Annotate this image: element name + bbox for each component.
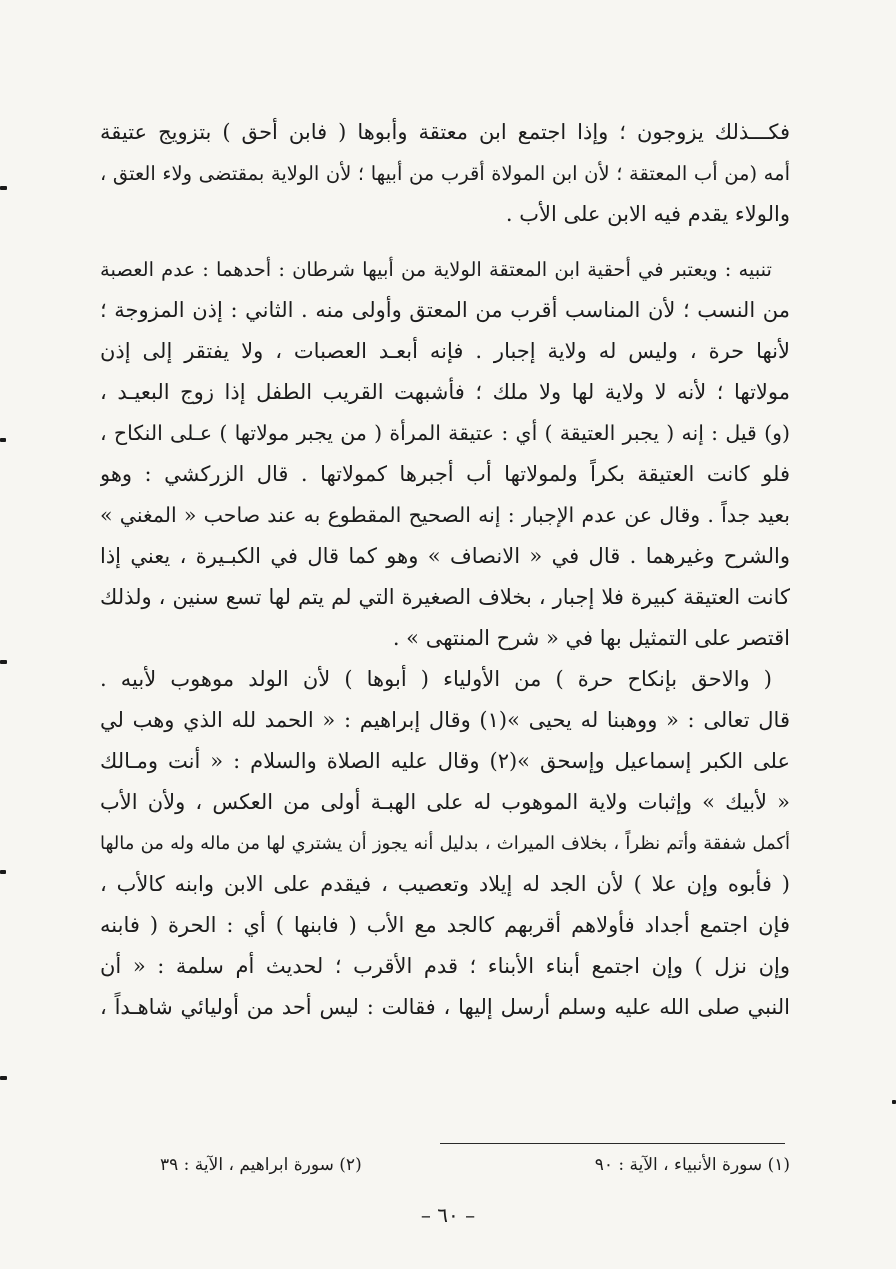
paragraph-gap: [100, 235, 790, 249]
text-line: على الكبر إسماعيل وإسحق »(٢) وقال عليه الصلاة والسلام : « أنت ومـالك: [100, 749, 790, 773]
page-number: – ٦٠ –: [420, 1203, 476, 1227]
text-line: فكـــذلك يزوجون ؛ وإذا اجتمع ابن معتقة وأبوها ( فابن أحق ) بتزويج عتيقة: [100, 120, 790, 144]
left-margin-mark: [0, 870, 6, 874]
left-margin-mark: [0, 438, 6, 442]
text-line: تنبيه : ويعتبر في أحقية ابن المعتقة الولاية من أبيها شرطان : أحدهما : عدم العصبة: [100, 258, 772, 281]
text-line: « لأبيك » وإثبات ولاية الموهوب له على الهبـة أولى من العكس ، ولأن الأب: [100, 790, 790, 814]
text-line: مولاتها ؛ لأنه لا ولاية لها ولا ملك ؛ فأشبهت القريب الطفل إذا زوج البعيـد ،: [100, 380, 790, 404]
left-margin-mark: [0, 660, 7, 664]
main-text: [100, 112, 790, 1028]
text-line: ( فأبوه وإن علا ) لأن الجد له إيلاد وتعصيب ، فيقدم على الابن وابنه كالأب ،: [100, 872, 790, 896]
text-line: قال تعالى : « ووهبنا له يحيى »(١) وقال إبراهيم : « الحمد لله الذي وهب لي: [100, 708, 790, 732]
footnote-1: (١) سورة الأنبياء ، الآية : ٩٠: [594, 1155, 790, 1175]
left-margin-mark: [0, 186, 7, 190]
text-line: فإن اجتمع أجداد فأولاهم أقربهم كالجد مع الأب ( فابنها ) أي : الحرة ( فابنه: [100, 913, 790, 937]
text-line: لأنها حرة ، وليس له ولاية إجبار . فإنه أبعـد العصبات ، ولا يفتقر إلى إذن: [100, 339, 790, 363]
text-line: والشرح وغيرهما . قال في « الانصاف » وهو كما قال في الكبـيرة ، يعني إذا: [100, 544, 790, 568]
footnote-2: (٢) سورة ابراهيم ، الآية : ٣٩: [160, 1155, 362, 1175]
text-line: وإن نزل ) وإن اجتمع أبناء الأبناء ؛ قدم الأقرب ؛ لحديث أم سلمة : « أن: [100, 954, 790, 978]
text-line: والولاء يقدم فيه الابن على الأب .: [505, 202, 790, 226]
footnote-separator: [440, 1143, 785, 1144]
text-line: بعيد جداً . وقال عن عدم الإجبار : إنه الصحيح المقطوع به عند صاحب « المغني »: [100, 503, 790, 527]
text-line: فلو كانت العتيقة بكراً ولمولاتها أب أجبرها كمولاتها . قال الزركشي : وهو: [100, 462, 790, 486]
text-line: أكمل شفقة وأتم نظراً ، بخلاف الميراث ، بدليل أنه يجوز أن يشتري لها من ماله وله من مالها: [100, 833, 790, 854]
text-line: كانت العتيقة كبيرة فلا إجبار ، بخلاف الصغيرة التي لم يتم لها تسع سنين ، ولذلك: [100, 585, 790, 609]
footnotes: [160, 1150, 790, 1180]
text-line: اقتصر على التمثيل بها في « شرح المنتهى » .: [392, 626, 790, 650]
text-line: أمه (من أب المعتقة ؛ لأن ابن المولاة أقرب من أبيها ؛ لأن الولاية بمقتضى ولاء العتق ،: [100, 162, 790, 185]
text-line: من النسب ؛ لأن المناسب أقرب من المعتق وأولى منه . الثاني : إذن المزوجة ؛: [100, 298, 790, 322]
right-margin-mark: [892, 1100, 896, 1104]
text-line: النبي صلى الله عليه وسلم أرسل إليها ، فقالت : ليس أحد من أوليائي شاهـداً ،: [100, 995, 790, 1019]
left-margin-mark: [0, 1076, 7, 1080]
text-line: ( والاحق بإنكاح حرة ) من الأولياء ( أبوها ) لأن الولد موهوب لأبيه .: [100, 667, 772, 691]
text-line: (و) قيل : إنه ( يجبر العتيقة ) أي : عتيقة المرأة ( من يجبر مولاتها ) عـلى النكاح ،: [100, 421, 790, 445]
